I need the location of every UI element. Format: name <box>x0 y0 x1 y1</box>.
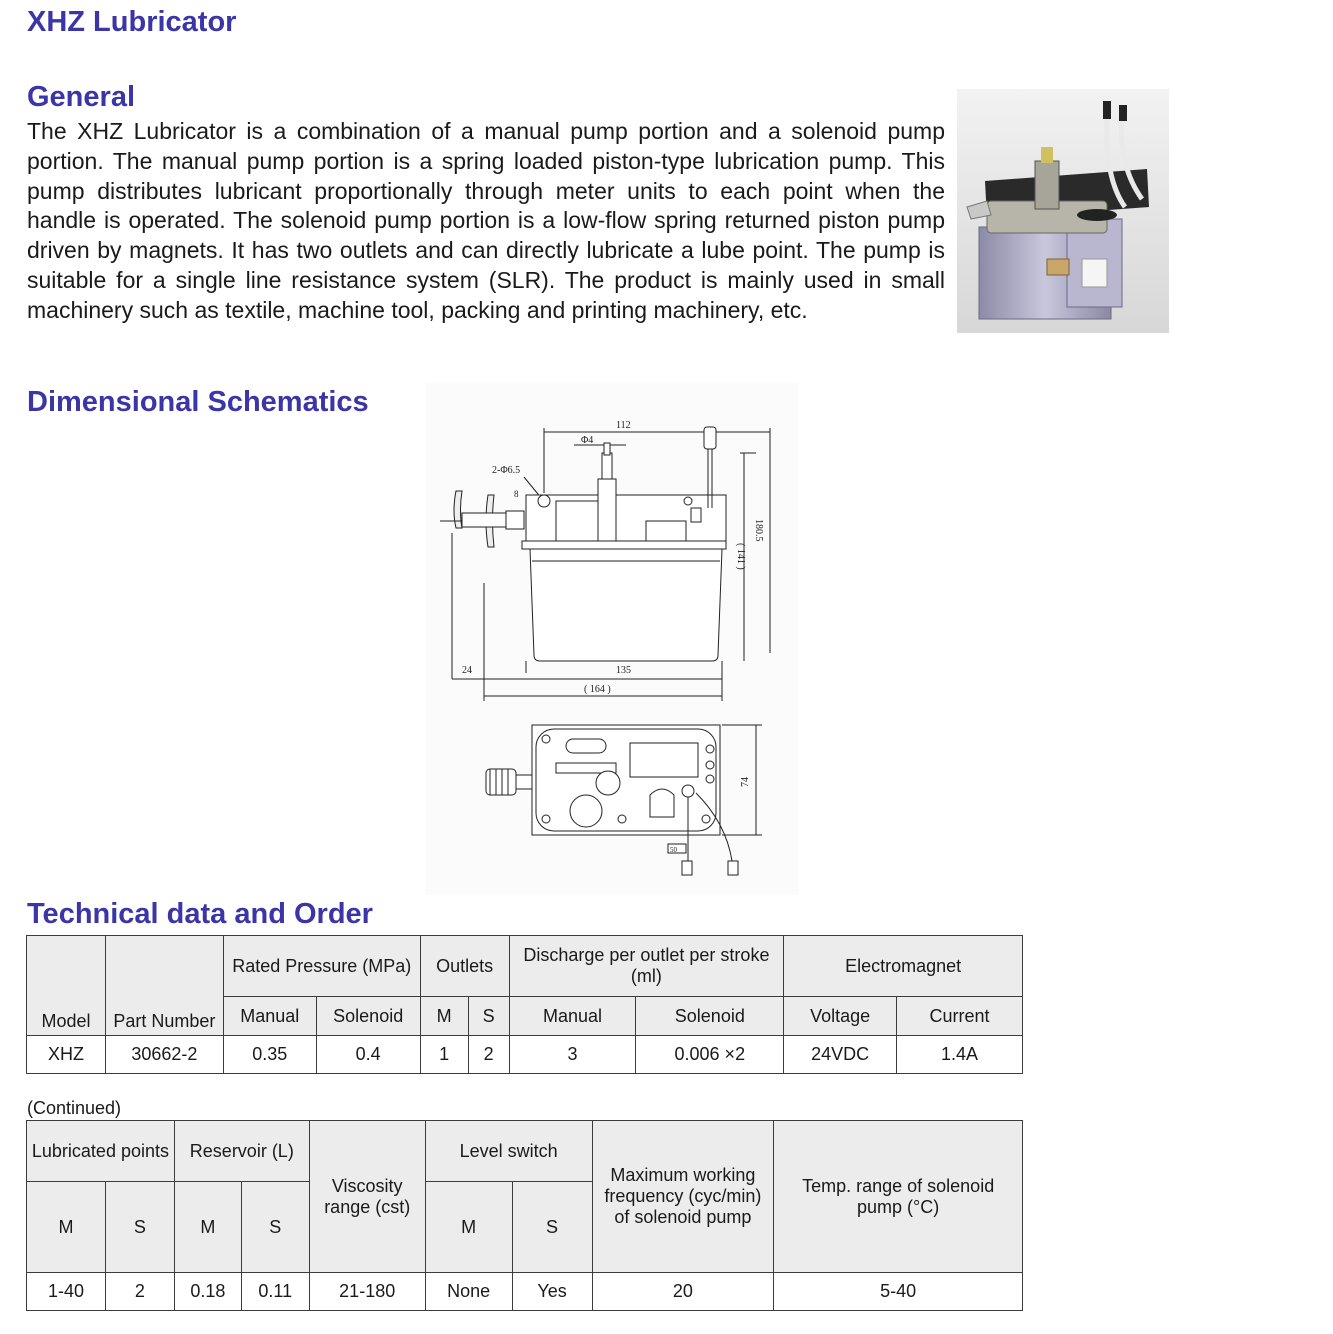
subheader-discharge-manual: Manual <box>509 997 636 1036</box>
technical-data-table-continued <box>26 1120 1023 1311</box>
general-description: The XHZ Lubricator is a combination of a manual pump portion and a solenoid pump portion. The manual pump portion is a spring loaded piston-type lubrication pump. This pump distributes lubricant proportionally through meter units to each point when the handle is operated. The solenoid pump portion is a low-flow spring returned piston pump driven by magnets. It has two outlets and can directly lubricate a lube point. The pump is suitable for a single line resistance system (SLR). The product is mainly used in small machinery such as textile, machine tool, packing and printing machinery, etc. <box>27 118 945 323</box>
cell-temp-range: 5-40 <box>774 1273 1023 1311</box>
dim-74: 74 <box>740 777 751 787</box>
cell-model: XHZ <box>27 1036 106 1074</box>
cell-outlets-s: 2 <box>468 1036 509 1074</box>
cell-discharge-manual: 3 <box>509 1036 636 1074</box>
subheader-voltage: Voltage <box>784 997 897 1036</box>
subheader-level-m: M <box>425 1182 512 1273</box>
subheader-discharge-solenoid: Solenoid <box>636 997 784 1036</box>
dim-50: 50 <box>670 846 677 854</box>
cell-reservoir-m: 0.18 <box>174 1273 241 1311</box>
header-lubricated-points: Lubricated points <box>27 1121 175 1182</box>
dim-8: 8 <box>514 489 519 499</box>
subheader-level-s: S <box>512 1182 592 1273</box>
subheader-pressure-manual: Manual <box>223 997 316 1036</box>
header-max-frequency: Maximum working frequency (cyc/min) of solenoid pump <box>592 1121 774 1273</box>
cell-viscosity: 21-180 <box>309 1273 425 1311</box>
header-discharge: Discharge per outlet per stroke (ml) <box>509 936 784 997</box>
header-rated-pressure: Rated Pressure (MPa) <box>223 936 420 997</box>
header-part-number: Part Number <box>105 936 223 1036</box>
general-heading: General <box>27 81 135 113</box>
cell-pressure-solenoid: 0.4 <box>316 1036 420 1074</box>
dimensional-schematic <box>426 383 798 895</box>
subheader-reservoir-s: S <box>241 1182 309 1273</box>
product-photo <box>957 89 1169 333</box>
dim-164: ( 164 ) <box>584 684 611 695</box>
header-temp-range: Temp. range of solenoid pump (°C) <box>774 1121 1023 1273</box>
cell-voltage: 24VDC <box>784 1036 897 1074</box>
subheader-points-s: S <box>105 1182 174 1273</box>
header-level-switch: Level switch <box>425 1121 592 1182</box>
subheader-points-m: M <box>27 1182 106 1273</box>
cell-part-number: 30662-2 <box>105 1036 223 1074</box>
cell-level-s: Yes <box>512 1273 592 1311</box>
subheader-reservoir-m: M <box>174 1182 241 1273</box>
cell-current: 1.4A <box>897 1036 1023 1074</box>
subheader-pressure-solenoid: Solenoid <box>316 997 420 1036</box>
header-model: Model <box>27 936 106 1036</box>
page-title: XHZ Lubricator <box>27 6 237 38</box>
cell-max-frequency: 20 <box>592 1273 774 1311</box>
dim-112: 112 <box>616 420 631 431</box>
header-outlets: Outlets <box>420 936 509 997</box>
technical-data-table <box>26 935 1023 1074</box>
dim-phi4: Φ4 <box>581 435 594 446</box>
header-electromagnet: Electromagnet <box>784 936 1023 997</box>
subheader-outlets-s: S <box>468 997 509 1036</box>
continued-label: (Continued) <box>27 1098 122 1118</box>
cell-reservoir-s: 0.11 <box>241 1273 309 1311</box>
dim-135: 135 <box>616 665 631 676</box>
header-viscosity: Viscosity range (cst) <box>309 1121 425 1273</box>
table-row <box>27 1273 1023 1311</box>
subheader-current: Current <box>897 997 1023 1036</box>
dim-2phi65: 2-Φ6.5 <box>492 465 521 476</box>
cell-pressure-manual: 0.35 <box>223 1036 316 1074</box>
cell-points-s: 2 <box>105 1273 174 1311</box>
dim-1805: 180.5 <box>753 519 764 542</box>
table-row <box>27 1036 1023 1074</box>
cell-discharge-solenoid: 0.006 ×2 <box>636 1036 784 1074</box>
dim-141: ( 141 ) <box>735 543 746 570</box>
schematics-heading: Dimensional Schematics <box>27 386 369 418</box>
technical-heading: Technical data and Order <box>27 898 373 930</box>
dim-24: 24 <box>462 665 472 676</box>
header-reservoir: Reservoir (L) <box>174 1121 309 1182</box>
subheader-outlets-m: M <box>420 997 468 1036</box>
cell-outlets-m: 1 <box>420 1036 468 1074</box>
cell-points-m: 1-40 <box>27 1273 106 1311</box>
cell-level-m: None <box>425 1273 512 1311</box>
